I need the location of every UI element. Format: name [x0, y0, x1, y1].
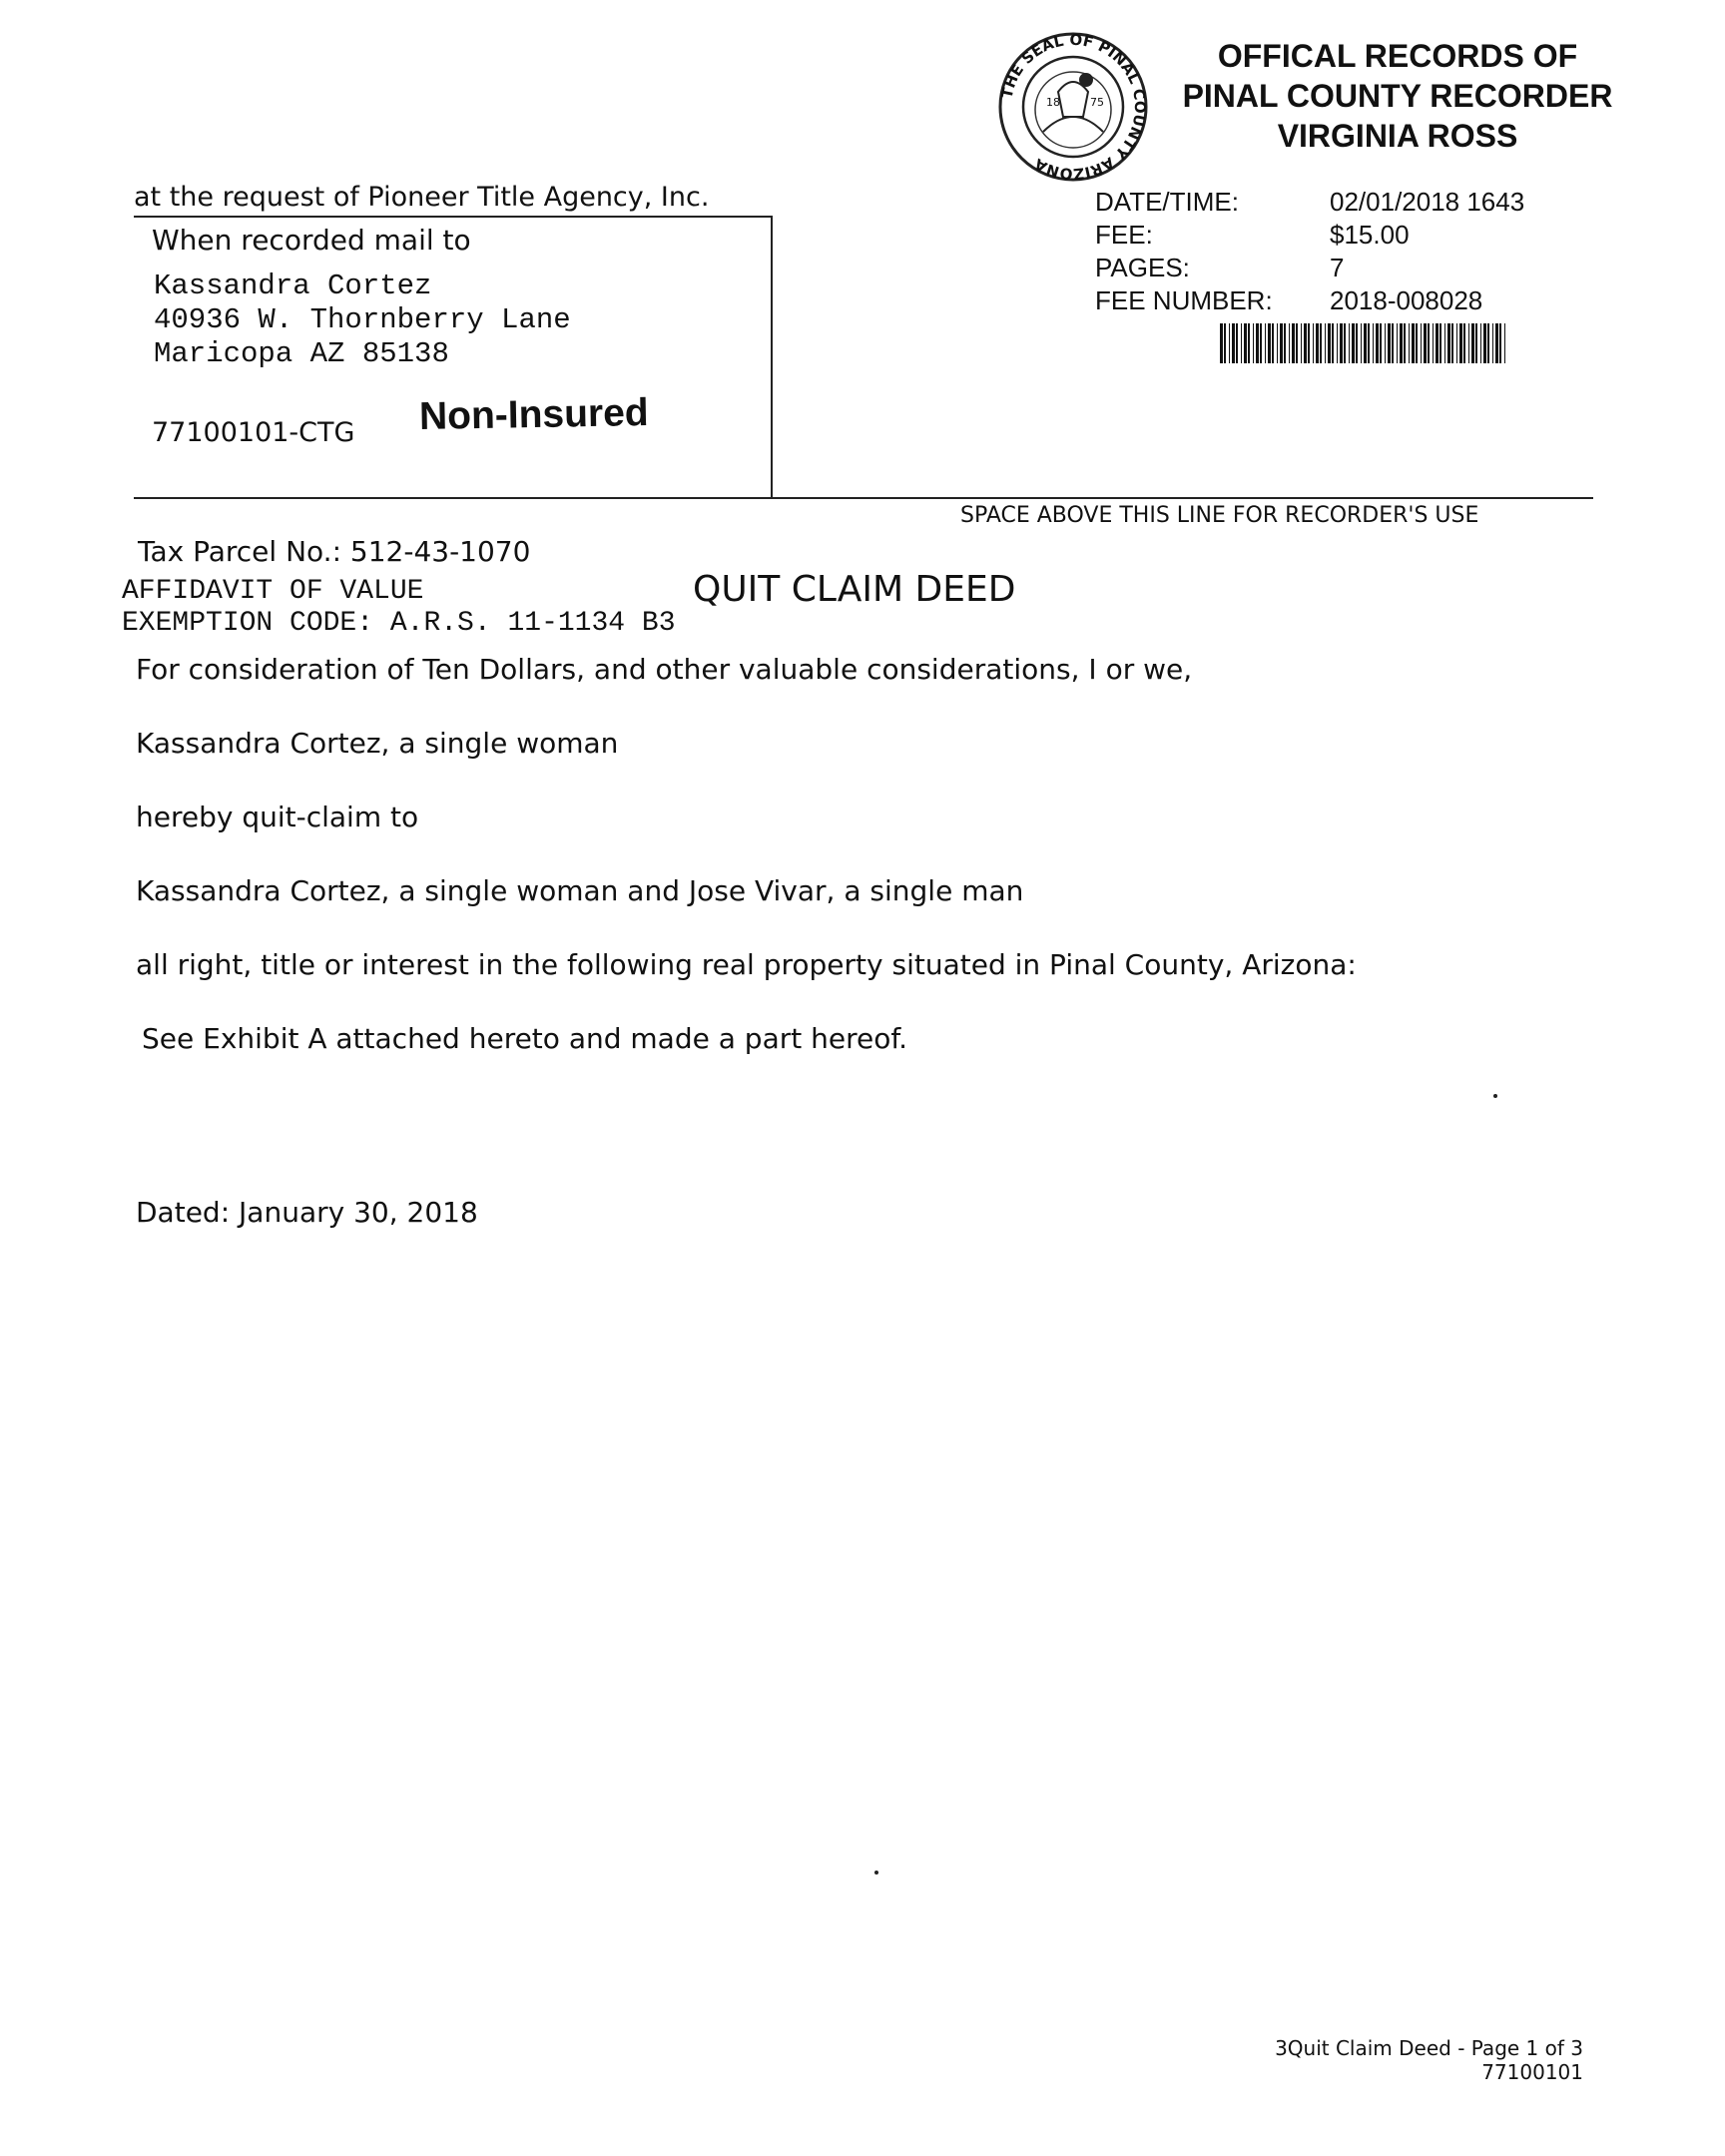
non-insured-stamp: Non-Insured — [418, 390, 650, 439]
page-footer: 3Quit Claim Deed - Page 1 of 3 — [1275, 2036, 1583, 2060]
fee-number-label: FEE NUMBER: — [1095, 285, 1273, 315]
mail-to-street: 40936 W. Thornberry Lane — [154, 303, 571, 336]
date-signed: Dated: January 30, 2018 — [136, 1196, 478, 1229]
tax-parcel-number: Tax Parcel No.: 512-43-1070 — [138, 535, 531, 568]
request-line: at the request of Pioneer Title Agency, Inc. — [134, 182, 710, 213]
recorder-title-line-2: PINAL COUNTY RECORDER — [1182, 78, 1613, 114]
property-clause: all right, title or interest in the following real property situated in Pinal County, Arizona: — [136, 948, 1357, 981]
date-time-value: 02/01/2018 1643 — [1330, 187, 1525, 217]
date-time-label: DATE/TIME: — [1095, 187, 1239, 217]
svg-text:75: 75 — [1090, 96, 1104, 109]
pages-value: 7 — [1330, 253, 1345, 282]
exhibit-reference: See Exhibit A attached hereto and made a part hereof. — [142, 1022, 908, 1055]
fee-value: $15.00 — [1330, 220, 1410, 250]
quit-claim-clause: hereby quit-claim to — [136, 801, 419, 833]
stray-mark — [874, 1871, 878, 1875]
mail-to-name: Kassandra Cortez — [154, 270, 432, 302]
recorder-name: VIRGINIA ROSS — [1277, 118, 1518, 154]
barcode — [1220, 323, 1509, 363]
box-top-rule — [134, 216, 773, 218]
stray-mark — [1493, 1094, 1497, 1098]
document-title: QUIT CLAIM DEED — [693, 569, 1016, 610]
grantee: Kassandra Cortez, a single woman and Jose Vivar, a single man — [136, 874, 1024, 907]
mail-to-label: When recorded mail to — [152, 224, 471, 257]
fee-label: FEE: — [1095, 220, 1153, 250]
affidavit-label: AFFIDAVIT OF VALUE — [122, 576, 424, 607]
footer-order-ref: 77100101 — [1481, 2060, 1583, 2084]
county-seal — [988, 32, 1158, 182]
mail-to-city: Maricopa AZ 85138 — [154, 337, 449, 370]
exemption-code: EXEMPTION CODE: A.R.S. 11-1134 B3 — [122, 608, 676, 639]
svg-text:18: 18 — [1046, 96, 1060, 109]
svg-text:THE SEAL OF PINAL COUNTY ARIZO: THE SEAL OF PINAL COUNTY ARIZONA — [997, 32, 1150, 182]
box-right-rule — [771, 216, 773, 497]
pages-label: PAGES: — [1095, 253, 1190, 282]
grantor: Kassandra Cortez, a single woman — [136, 727, 619, 760]
fee-number-value: 2018-008028 — [1330, 285, 1483, 315]
recorder-title-line-1: OFFICAL RECORDS OF — [1217, 38, 1578, 74]
recorder-space-rule — [134, 497, 1593, 499]
consideration-clause: For consideration of Ten Dollars, and other valuable considerations, I or we, — [136, 653, 1193, 686]
order-number: 77100101-CTG — [152, 417, 355, 448]
recorder-space-note: SPACE ABOVE THIS LINE FOR RECORDER'S USE — [960, 503, 1479, 528]
